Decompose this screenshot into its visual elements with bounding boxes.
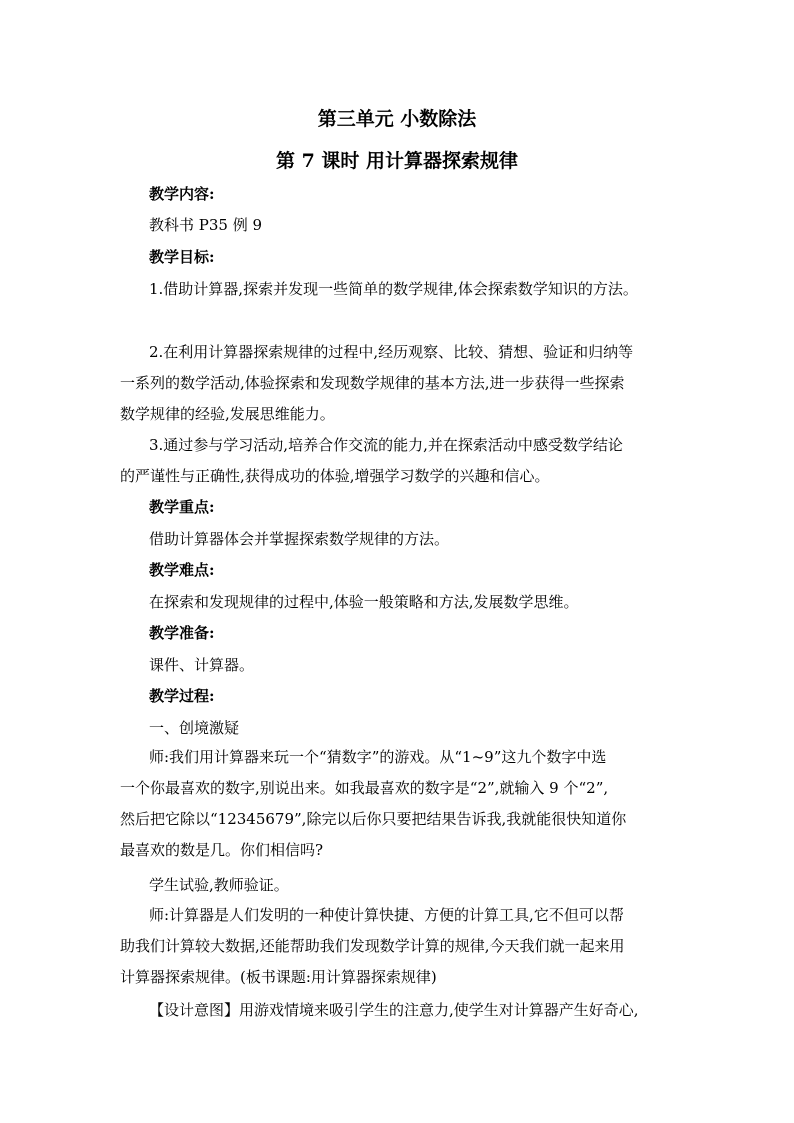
design-intent: 【设计意图】用游戏情境来吸引学生的注意力,使学生对计算器产生好奇心, [149,1001,639,1019]
difficulty-heading: 教学难点: [149,561,215,579]
lesson-title: 第 7 课时 用计算器探索规律 [275,150,519,172]
goal-2-line: 数学规律的经验,发展思维能力。 [120,405,335,423]
teacher-1-line: 最喜欢的数是几。你们相信吗? [120,841,324,859]
prep-text: 课件、计算器。 [149,656,255,674]
teacher-2-line: 计算器探索规律。(板书课题:用计算器探索规律) [120,968,437,986]
teacher-2-line: 助我们计算较大数据,还能帮助我们发现数学计算的规律,今天我们就一起来用 [120,937,625,955]
difficulty-text: 在探索和发现规律的过程中,体验一般策略和方法,发展数学思维。 [149,593,579,611]
focus-heading: 教学重点: [149,498,215,516]
goal-1: 1.借助计算器,探索并发现一些简单的数学规律,体会探索数学知识的方法。 [149,280,638,298]
teacher-1-line: 一个你最喜欢的数字,别说出来。如我最喜欢的数字是“2”,就输入 9 个“2”, [120,779,609,797]
teacher-1-line: 师:我们用计算器来玩一个“猜数字”的游戏。从“1~9”这九个数字中选 [149,748,607,766]
goal-2 [120,337,680,430]
goal-3-line: 的严谨性与正确性,获得成功的体验,增强学习数学的兴趣和信心。 [120,467,550,485]
focus-text: 借助计算器体会并掌握探索数学规律的方法。 [149,530,450,548]
teacher-2-line: 师:计算器是人们发明的一种使计算快捷、方便的计算工具,它不但可以帮 [149,906,624,924]
goal-3-line: 3.通过参与学习活动,培养合作交流的能力,并在探索活动中感受数学结论 [149,436,623,454]
step-1: 一、创境激疑 [149,719,240,737]
prep-heading: 教学准备: [149,624,215,642]
teacher-paragraph-2 [120,900,680,993]
students-text: 学生试验,教师验证。 [149,876,289,894]
process-heading: 教学过程: [149,687,215,705]
content-heading: 教学内容: [149,185,215,203]
unit-title: 第三单元 小数除法 [317,108,477,130]
goals-heading: 教学目标: [149,248,215,266]
teacher-1-line: 然后把它除以“12345679”,除完以后你只要把结果告诉我,我就能很快知道你 [120,810,627,828]
teacher-paragraph-1 [120,742,680,866]
goal-2-line: 一系列的数学活动,体验探索和发现数学规律的基本方法,进一步获得一些探索 [120,374,625,392]
content-text: 教科书 P35 例 9 [149,216,263,234]
goal-2-line: 2.在利用计算器探索规律的过程中,经历观察、比较、猜想、验证和归纳等 [149,343,634,361]
goal-3 [120,430,680,492]
